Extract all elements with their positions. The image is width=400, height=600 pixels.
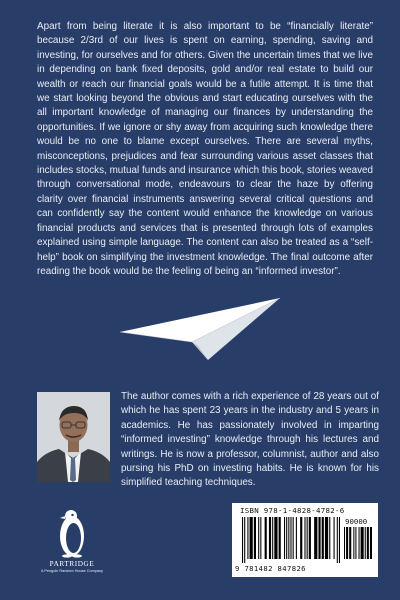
barcode-bar <box>300 517 302 559</box>
barcode-bar <box>307 517 308 559</box>
barcode-bar <box>296 517 297 559</box>
barcode-bar <box>269 517 271 559</box>
barcode-addon-bars <box>344 527 372 563</box>
barcode-bar <box>334 517 335 559</box>
barcode-bar <box>367 527 369 559</box>
barcode-bars <box>242 517 340 563</box>
publisher-block <box>32 506 112 573</box>
barcode-bar <box>284 517 285 559</box>
penguin-logo-icon <box>57 506 87 558</box>
author-bio: The author comes with a rich experience of 28 years out of which he has spent 23 years in the industry and 5 years in academics. He has passionately involved in imparting “informed investing” knowledge through his lectures and writings. He is now a professor, columnist, author and also pursing his PhD on investing habits. He is known for his simplified teaching techniques. <box>121 391 379 489</box>
barcode-bar <box>244 517 245 563</box>
price-code: 90000 <box>345 517 368 526</box>
barcode-bar <box>260 517 261 559</box>
barcode-bar <box>272 517 273 559</box>
barcode-bar <box>258 517 259 559</box>
barcode-bar <box>355 527 356 559</box>
barcode-bar <box>250 517 253 559</box>
barcode-bar <box>318 517 320 559</box>
barcode-bar <box>274 517 277 559</box>
barcode-bar <box>290 517 291 559</box>
barcode-bar <box>349 527 351 559</box>
barcode-bar <box>361 527 364 559</box>
barcode-bar <box>286 517 287 559</box>
barcode-bar <box>288 517 289 559</box>
barcode-bar <box>279 517 281 559</box>
barcode-bar <box>304 517 305 559</box>
barcode-bar <box>370 527 372 559</box>
barcode-bar <box>314 517 317 559</box>
barcode-digits: 9 781482 847826 <box>235 564 306 573</box>
barcode-bar <box>337 517 338 563</box>
isbn-text: ISBN 978-1-4828-4782-6 <box>240 506 345 515</box>
barcode-bar <box>365 527 366 559</box>
barcode-bar <box>325 517 328 559</box>
author-photo <box>37 392 110 482</box>
barcode-bar <box>322 517 324 559</box>
barcode-bar <box>353 527 354 559</box>
publisher-tagline: A Penguin Random House Company <box>40 569 104 573</box>
barcode-bar <box>293 517 294 559</box>
barcode-panel <box>232 503 378 577</box>
paper-plane-icon <box>118 296 282 362</box>
book-blurb: Apart from being literate it is also important to be “financially literate” because 2/3rd of our lives is spent on earning, spending, saving and investing, for ourselves and for others. Given the uncertain times that we live in depending on bank fixed deposits, gold and/or real estate to build our wealth or reach our financial goals would be a futile attempt. It is time that we start looking beyond the obvious and start educating ourselves with the all important knowledge of managing our finances by understanding the opportunities. If we ignore or shy away from acquiring such knowledge there would be no one to blame except ourselves. There are several myths, misconceptions, prejudices and fear surrounding various asset classes that includes stocks, mutual funds and insurance which this book, stories weaved through conversational mode, endeavours to clear the haze by offering clarity over financial instruments answering several critical questions and can confidently say the content would enhance the knowledge on various financial products and services that is presented through lots of examples explained using simple language. The content can also be treated as a “self-help” book on simplifying the investment knowledge. The final outcome after reading the book would be the feeling of being an “informed investor”. <box>37 21 373 277</box>
publisher-name: PARTRIDGE <box>49 560 95 568</box>
barcode-bar <box>359 527 360 559</box>
barcode-bar <box>242 517 243 563</box>
barcode-bar <box>309 517 311 559</box>
barcode-bar <box>344 527 345 559</box>
barcode-bar <box>247 517 248 559</box>
barcode-bar <box>265 517 267 559</box>
barcode-bar <box>339 517 340 563</box>
barcode-bar <box>329 517 330 559</box>
barcode-bar <box>346 527 348 559</box>
barcode-bar <box>254 517 256 559</box>
